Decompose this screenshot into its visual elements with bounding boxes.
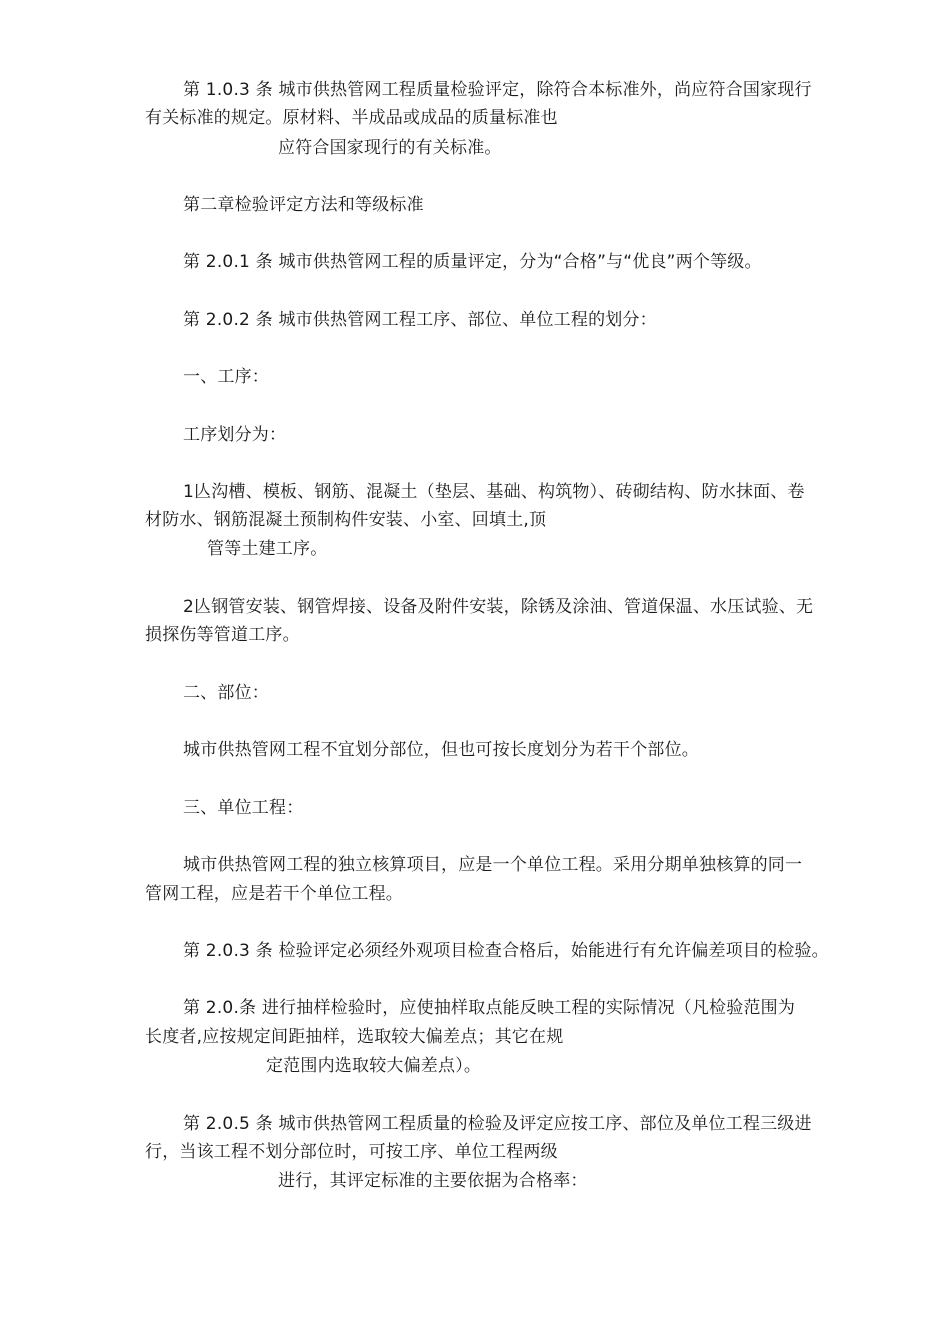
section-heading: 二、部位： [183, 683, 269, 703]
text-line: 第 2.0.条 进行抽样检验时，应使抽样取点能反映工程的实际情况（凡检验范围为 [183, 998, 796, 1018]
text-line: 管等土建工序。 [207, 539, 328, 559]
text-line: 第 2.0.1 条 城市供热管网工程的质量评定，分为“合格”与“优良”两个等级。 [183, 252, 762, 272]
text-line: 第 2.0.5 条 城市供热管网工程质量的检验及评定应按工序、部位及单位工程三级进 [183, 1114, 812, 1134]
text-line: 损探伤等管道工序。 [145, 625, 300, 645]
chapter-heading: 第二章检验评定方法和等级标准 [183, 195, 424, 215]
text-line: 2亾钢管安装、钢管焊接、设备及附件安装，除锈及涂油、管道保温、水压试验、无 [183, 597, 814, 617]
text-line: 第 2.0.3 条 检验评定必须经外观项目检查合格后，始能进行有允许偏差项目的检验。 [183, 941, 829, 961]
text-line: 1亾沟槽、模板、钢筋、混凝土（垫层、基础、构筑物）、砖砌结构、防水抹面、卷 [183, 482, 805, 502]
text-line: 材防水、钢筋混凝土预制构件安装、小室、回填土,顶 [145, 510, 547, 530]
text-line: 第 1.0.3 条 城市供热管网工程质量检验评定，除符合本标准外，尚应符合国家现行 [183, 80, 812, 100]
text-line: 城市供热管网工程的独立核算项目，应是一个单位工程。采用分期单独核算的同一 [183, 855, 803, 875]
text-line: 定范围内选取较大偏差点）。 [266, 1056, 482, 1076]
text-line: 城市供热管网工程不宜划分部位，但也可按长度划分为若干个部位。 [183, 740, 699, 760]
text-line: 行，当该工程不划分部位时，可按工序、单位工程两级 [145, 1142, 558, 1162]
text-line: 工序划分为： [183, 425, 287, 445]
text-line: 长度者,应按规定间距抽样，选取较大偏差点；其它在规 [145, 1027, 564, 1047]
text-line: 第 2.0.2 条 城市供热管网工程工序、部位、单位工程的划分： [183, 310, 657, 330]
section-heading: 三、单位工程： [183, 798, 304, 818]
section-heading: 一、工序： [183, 367, 269, 387]
text-line: 应符合国家现行的有关标准。 [278, 138, 502, 158]
text-line: 进行，其评定标准的主要依据为合格率： [278, 1171, 588, 1191]
text-line: 管网工程，应是若干个单位工程。 [145, 884, 403, 904]
text-line: 有关标准的规定。原材料、半成品或成品的质量标准也 [145, 108, 558, 128]
